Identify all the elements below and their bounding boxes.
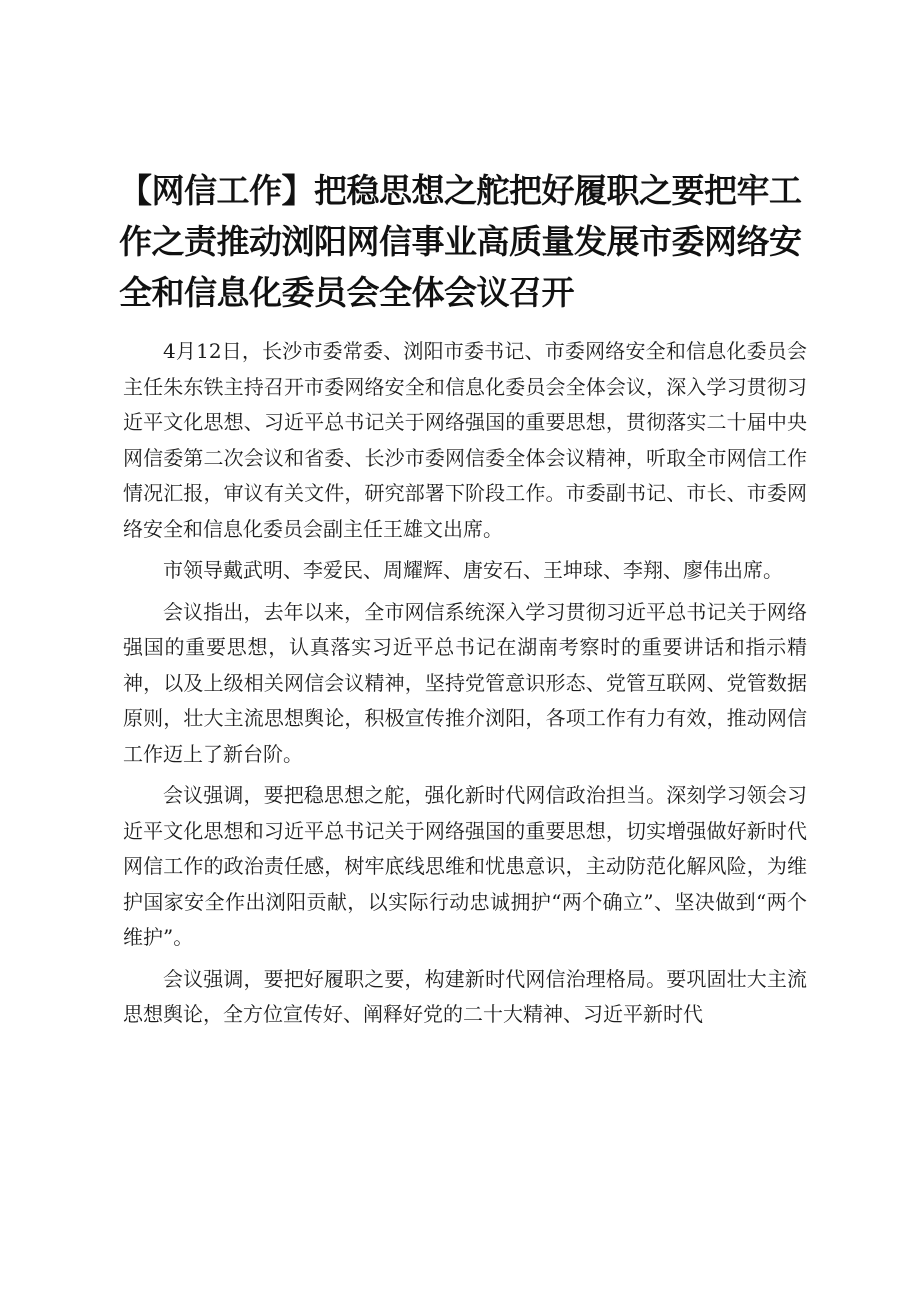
paragraph-past-work: 会议指出，去年以来，全市网信系统深入学习贯彻习近平总书记关于网络强国的重要思想，认真落实习近平总书记在湖南考察时的重要讲话和指示精神，以及上级相关网信会议精神，坚持党管意识形态、党管互联网、党管数据原则，壮大主流思想舆论，积极宣传推介浏阳，各项工作有力有效，推动网信工作迈上了新台阶。 (123, 599, 807, 766)
document-body (123, 334, 807, 1033)
paragraph-attendees: 市领导戴武明、李爱民、周耀辉、唐安石、王坤球、李翔、廖伟出席。 (163, 558, 783, 582)
document-page (119, 165, 807, 1033)
paragraph-governance: 会议强调，要把好履职之要，构建新时代网信治理格局。要巩固壮大主流思想舆论，全方位宣传好、阐释好党的二十大精神、习近平新时代 (123, 966, 807, 1026)
document-title: 【网信工作】把稳思想之舵把好履职之要把牢工作之责推动浏阳网信事业高质量发展市委网络安全和信息化委员会全体会议召开 (119, 171, 802, 312)
paragraph-ideology: 会议强调，要把稳思想之舵，强化新时代网信政治担当。深刻学习领会习近平文化思想和习近平总书记关于网络强国的重要思想，切实增强做好新时代网信工作的政治责任感，树牢底线思维和忧患意识，主动防范化解风险，为维护国家安全作出浏阳贡献，以实际行动忠诚拥护“两个确立”、坚决做到“两个维护”。 (123, 783, 807, 949)
paragraph-meeting-summary: 4月12日，长沙市委常委、浏阳市委书记、市委网络安全和信息化委员会主任朱东铁主持召开市委网络安全和信息化委员会全体会议，深入学习贯彻习近平文化思想、习近平总书记关于网络强国的重要思想，贯彻落实二十届中央网信委第二次会议和省委、长沙市委网信委全体会议精神，听取全市网信工作情况汇报，审议有关文件，研究部署下阶段工作。市委副书记、市长、市委网络安全和信息化委员会副主任王雄文出席。 (123, 339, 807, 541)
